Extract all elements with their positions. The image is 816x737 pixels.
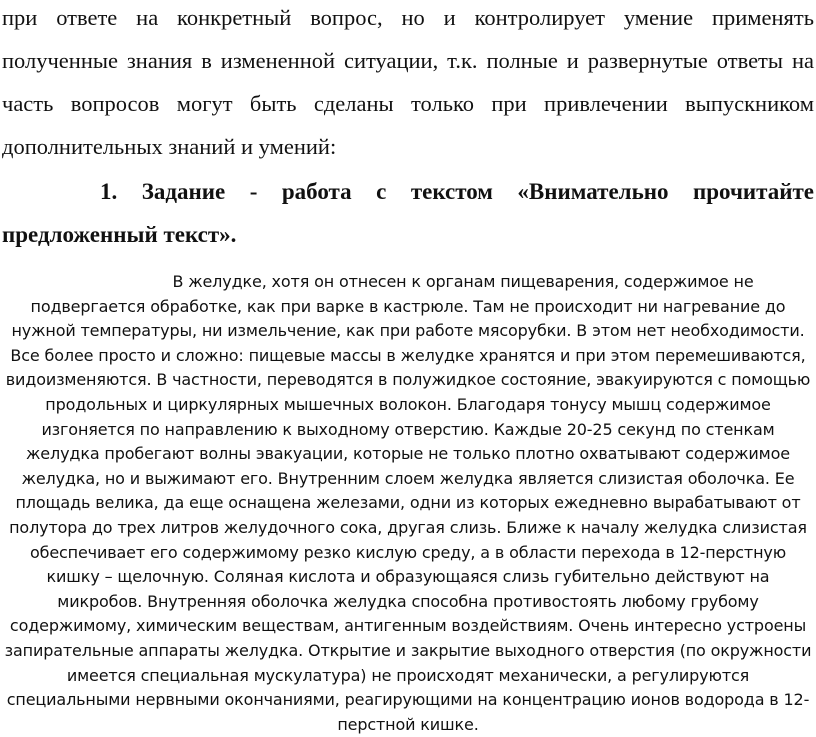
intro-paragraph: при ответе на конкретный вопрос, но и контролирует умение применять полученные знания в измененной ситуации, т.к. полные и развернутые ответы на часть вопросов могут быть сделаны только при привлечении выпускником дополнительных знаний и умений: [2, 5, 814, 159]
reading-text-block [2, 270, 814, 737]
reading-text: В желудке, хотя он отнесен к органам пищеварения, содержимое не подвергается обработке, как при варке в кастрюле. Там не происходит ни нагревание до нужной температуры, ни измельчение, как при работе мясорубки. В этом нет необходимости. Все более просто и сложно: пищевые массы в желудке хранятся и при этом перемешиваются, видоизменяются. В частности, переводятся в полужидкое состояние, эвакуируются с помощью продольных и циркулярных мышечных волокон. Благодаря тонусу мышц содержимое изгоняется по направлению к выходному отверстию. Каждые 20-25 секунд по стенкам желудка пробегают волны эвакуации, которые не только плотно охватывают содержимое желудка, но и выжимают его. Внутренним слоем желудка является слизистая оболочка. Ее площадь велика, да еще оснащена железами, одни из которых ежедневно вырабатывают от полутора до трех литров желудочного сока, другая слизь. Ближе к началу желудка слизистая обеспечивает его содержимому резко кислую среду, а в области перехода в 12-перстную кишку – щелочную. Соляная кислота и образующаяся слизь губительно действуют на микробов. Внутренняя оболочка желудка способна противостоять любому грубому содержимому, химическим веществам, антигенным воздействиям. Очень интересно устроены запирательные аппараты желудка. Открытие и закрытие выходного отверстия (по окружности имеется специальная мускулатура) не происходят механически, а регулируются специальными нервными окончаниями, реагирующими на концентрацию ионов водорода в 12-перстной кишке. [4, 272, 812, 734]
task-heading: 1. Задание - работа с текстом «Внимательно прочитайте предложенный текст». [2, 179, 814, 247]
